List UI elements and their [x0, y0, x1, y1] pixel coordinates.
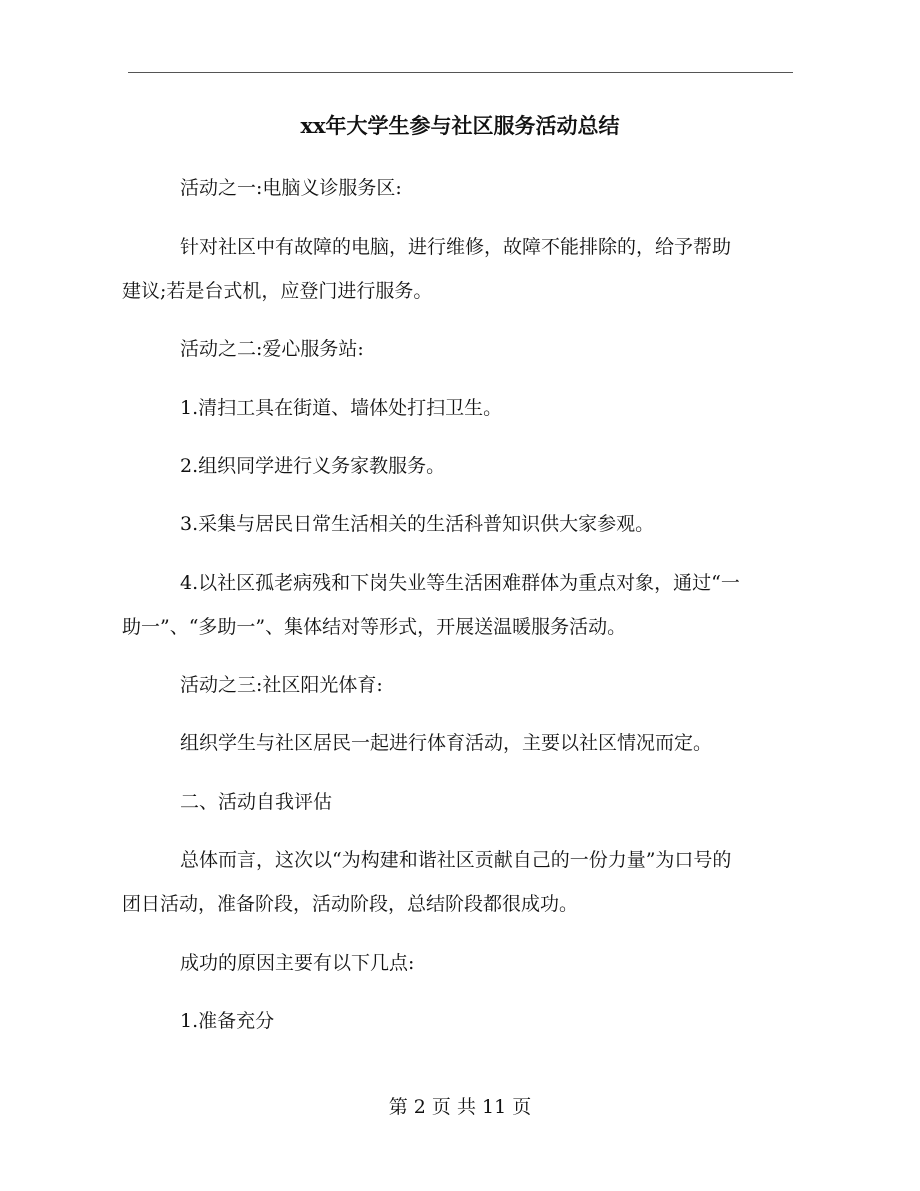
paragraph-computer-repair-line-2: 建议;若是台式机，应登门进行服务。 — [122, 280, 433, 302]
list-item-preparation: 1.准备充分 — [180, 1010, 275, 1032]
list-item-1: 1.清扫工具在街道、墙体处打扫卫生。 — [180, 397, 503, 419]
list-item-2: 2.组织同学进行义务家教服务。 — [180, 455, 446, 477]
section-heading-self-evaluation: 二、活动自我评估 — [180, 791, 333, 813]
paragraph-computer-repair-line-1: 针对社区中有故障的电脑，进行维修，故障不能排除的，给予帮助 — [180, 236, 732, 258]
paragraph-overall-line-1: 总体而言，这次以“为构建和谐社区贡献自己的一份力量”为口号的 — [180, 849, 732, 871]
list-item-3: 3.采集与居民日常生活相关的生活科普知识供大家参观。 — [180, 513, 655, 535]
paragraph-success-reasons: 成功的原因主要有以下几点: — [180, 952, 415, 974]
list-item-4-line-1: 4.以社区孤老病残和下岗失业等生活困难群体为重点对象，通过“一 — [180, 572, 740, 594]
header-rule — [128, 72, 793, 73]
document-title: xx年大学生参与社区服务活动总结 — [300, 113, 620, 138]
page-footer: 第 2 页 共 11 页 — [388, 1096, 532, 1118]
paragraph-activity-two-heading: 活动之二:爱心服务站: — [180, 338, 364, 360]
paragraph-activity-one-heading: 活动之一:电脑义诊服务区: — [180, 177, 402, 199]
list-item-4-line-2: 助一”、“多助一”、集体结对等形式，开展送温暖服务活动。 — [122, 616, 627, 638]
paragraph-overall-line-2: 团日活动，准备阶段，活动阶段，总结阶段都很成功。 — [122, 893, 579, 915]
paragraph-activity-three-heading: 活动之三:社区阳光体育: — [180, 674, 383, 696]
paragraph-sports-activity: 组织学生与社区居民一起进行体育活动，主要以社区情况而定。 — [180, 732, 713, 754]
